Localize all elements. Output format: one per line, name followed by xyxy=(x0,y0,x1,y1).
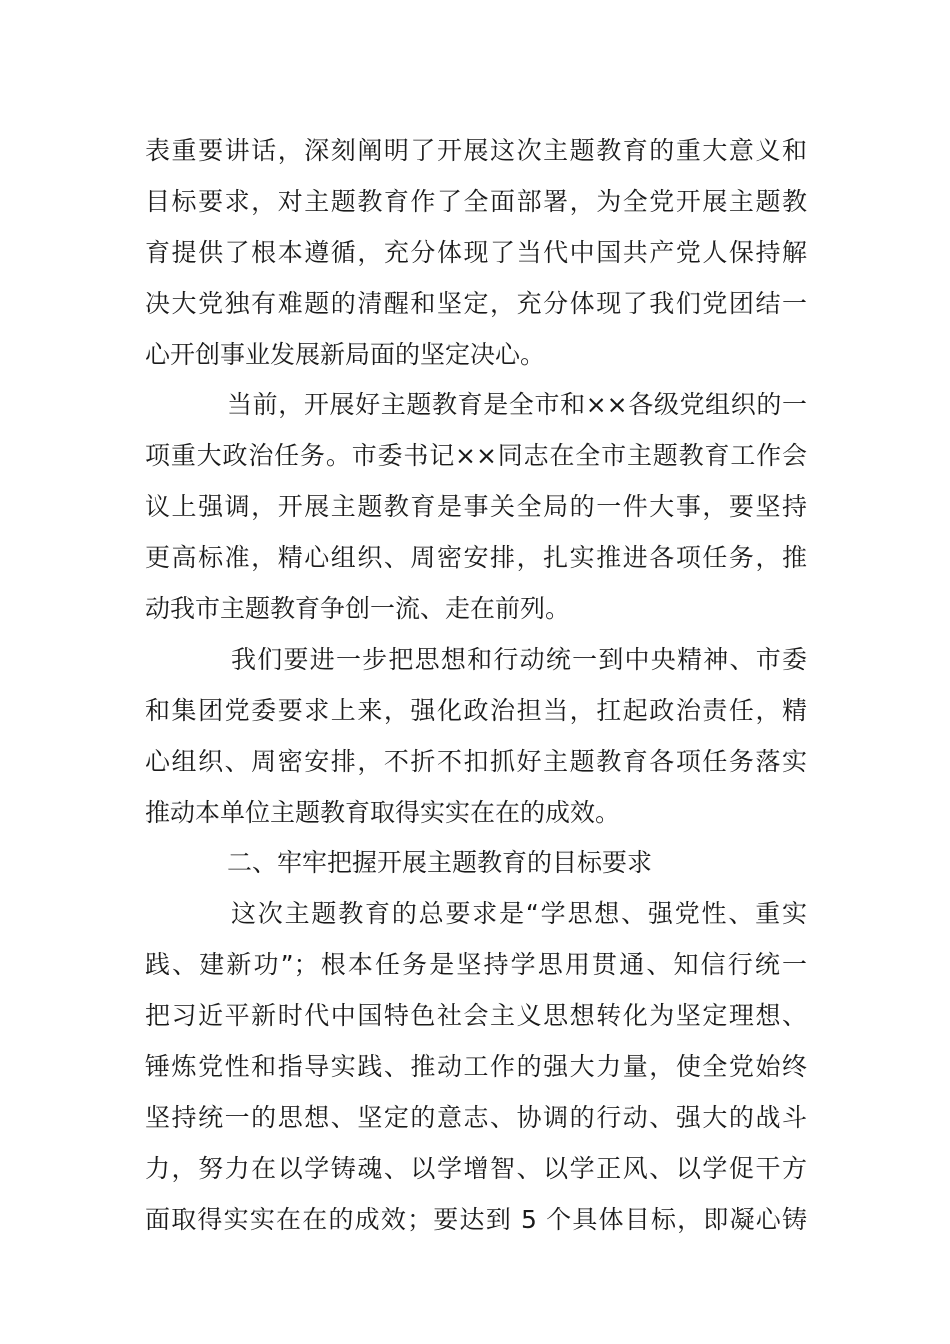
text-line: 议上强调，开展主题教育是事关全局的一件大事，要坚持 xyxy=(145,492,807,522)
paragraph-3 xyxy=(145,635,807,839)
text-line: 践、建新功”；根本任务是坚持学思用贯通、知信行统一 xyxy=(145,950,807,980)
text-line: 动我市主题教育争创一流、走在前列。 xyxy=(145,594,571,624)
paragraph-1 xyxy=(145,126,807,380)
text-line: 力，努力在以学铸魂、以学增智、以学正风、以学促干方 xyxy=(145,1153,807,1183)
text-line: 心开创事业发展新局面的坚定决心。 xyxy=(145,339,546,369)
text-line: 更高标准，精心组织、周密安排，扎实推进各项任务，推 xyxy=(145,543,807,573)
text-line: 项重大政治任务。市委书记××同志在全市主题教育工作会 xyxy=(145,441,807,471)
text-line: 锤炼党性和指导实践、推动工作的强大力量，使全党始终 xyxy=(145,1052,807,1082)
document-body xyxy=(145,126,807,1246)
text-line: 目标要求，对主题教育作了全面部署，为全党开展主题教 xyxy=(145,186,807,216)
text-line: 这次主题教育的总要求是“学思想、强党性、重实 xyxy=(231,899,807,929)
paragraph-4 xyxy=(145,889,807,1245)
paragraph-2 xyxy=(145,380,807,634)
section-heading xyxy=(145,838,807,889)
text-line: 心组织、周密安排，不折不扣抓好主题教育各项任务落实 xyxy=(145,746,807,776)
text-line: 把习近平新时代中国特色社会主义思想转化为坚定理想、 xyxy=(145,1001,807,1031)
text-line: 面取得实实在在的成效；要达到 5 个具体目标，即凝心铸 xyxy=(145,1204,807,1234)
text-line: 当前，开展好主题教育是全市和××各级党组织的一 xyxy=(227,390,807,420)
text-line: 坚持统一的思想、坚定的意志、协调的行动、强大的战斗 xyxy=(145,1102,807,1132)
text-line: 育提供了根本遵循，充分体现了当代中国共产党人保持解 xyxy=(145,237,807,267)
text-line: 和集团党委要求上来，强化政治担当，扛起政治责任，精 xyxy=(145,695,807,725)
text-line: 我们要进一步把思想和行动统一到中央精神、市委 xyxy=(231,644,807,674)
text-line: 推动本单位主题教育取得实实在在的成效。 xyxy=(145,797,621,827)
heading-text: 二、牢牢把握开展主题教育的目标要求 xyxy=(227,848,653,878)
text-line: 决大党独有难题的清醒和坚定，充分体现了我们党团结一 xyxy=(145,288,807,318)
text-line: 表重要讲话，深刻阐明了开展这次主题教育的重大意义和 xyxy=(145,136,807,165)
